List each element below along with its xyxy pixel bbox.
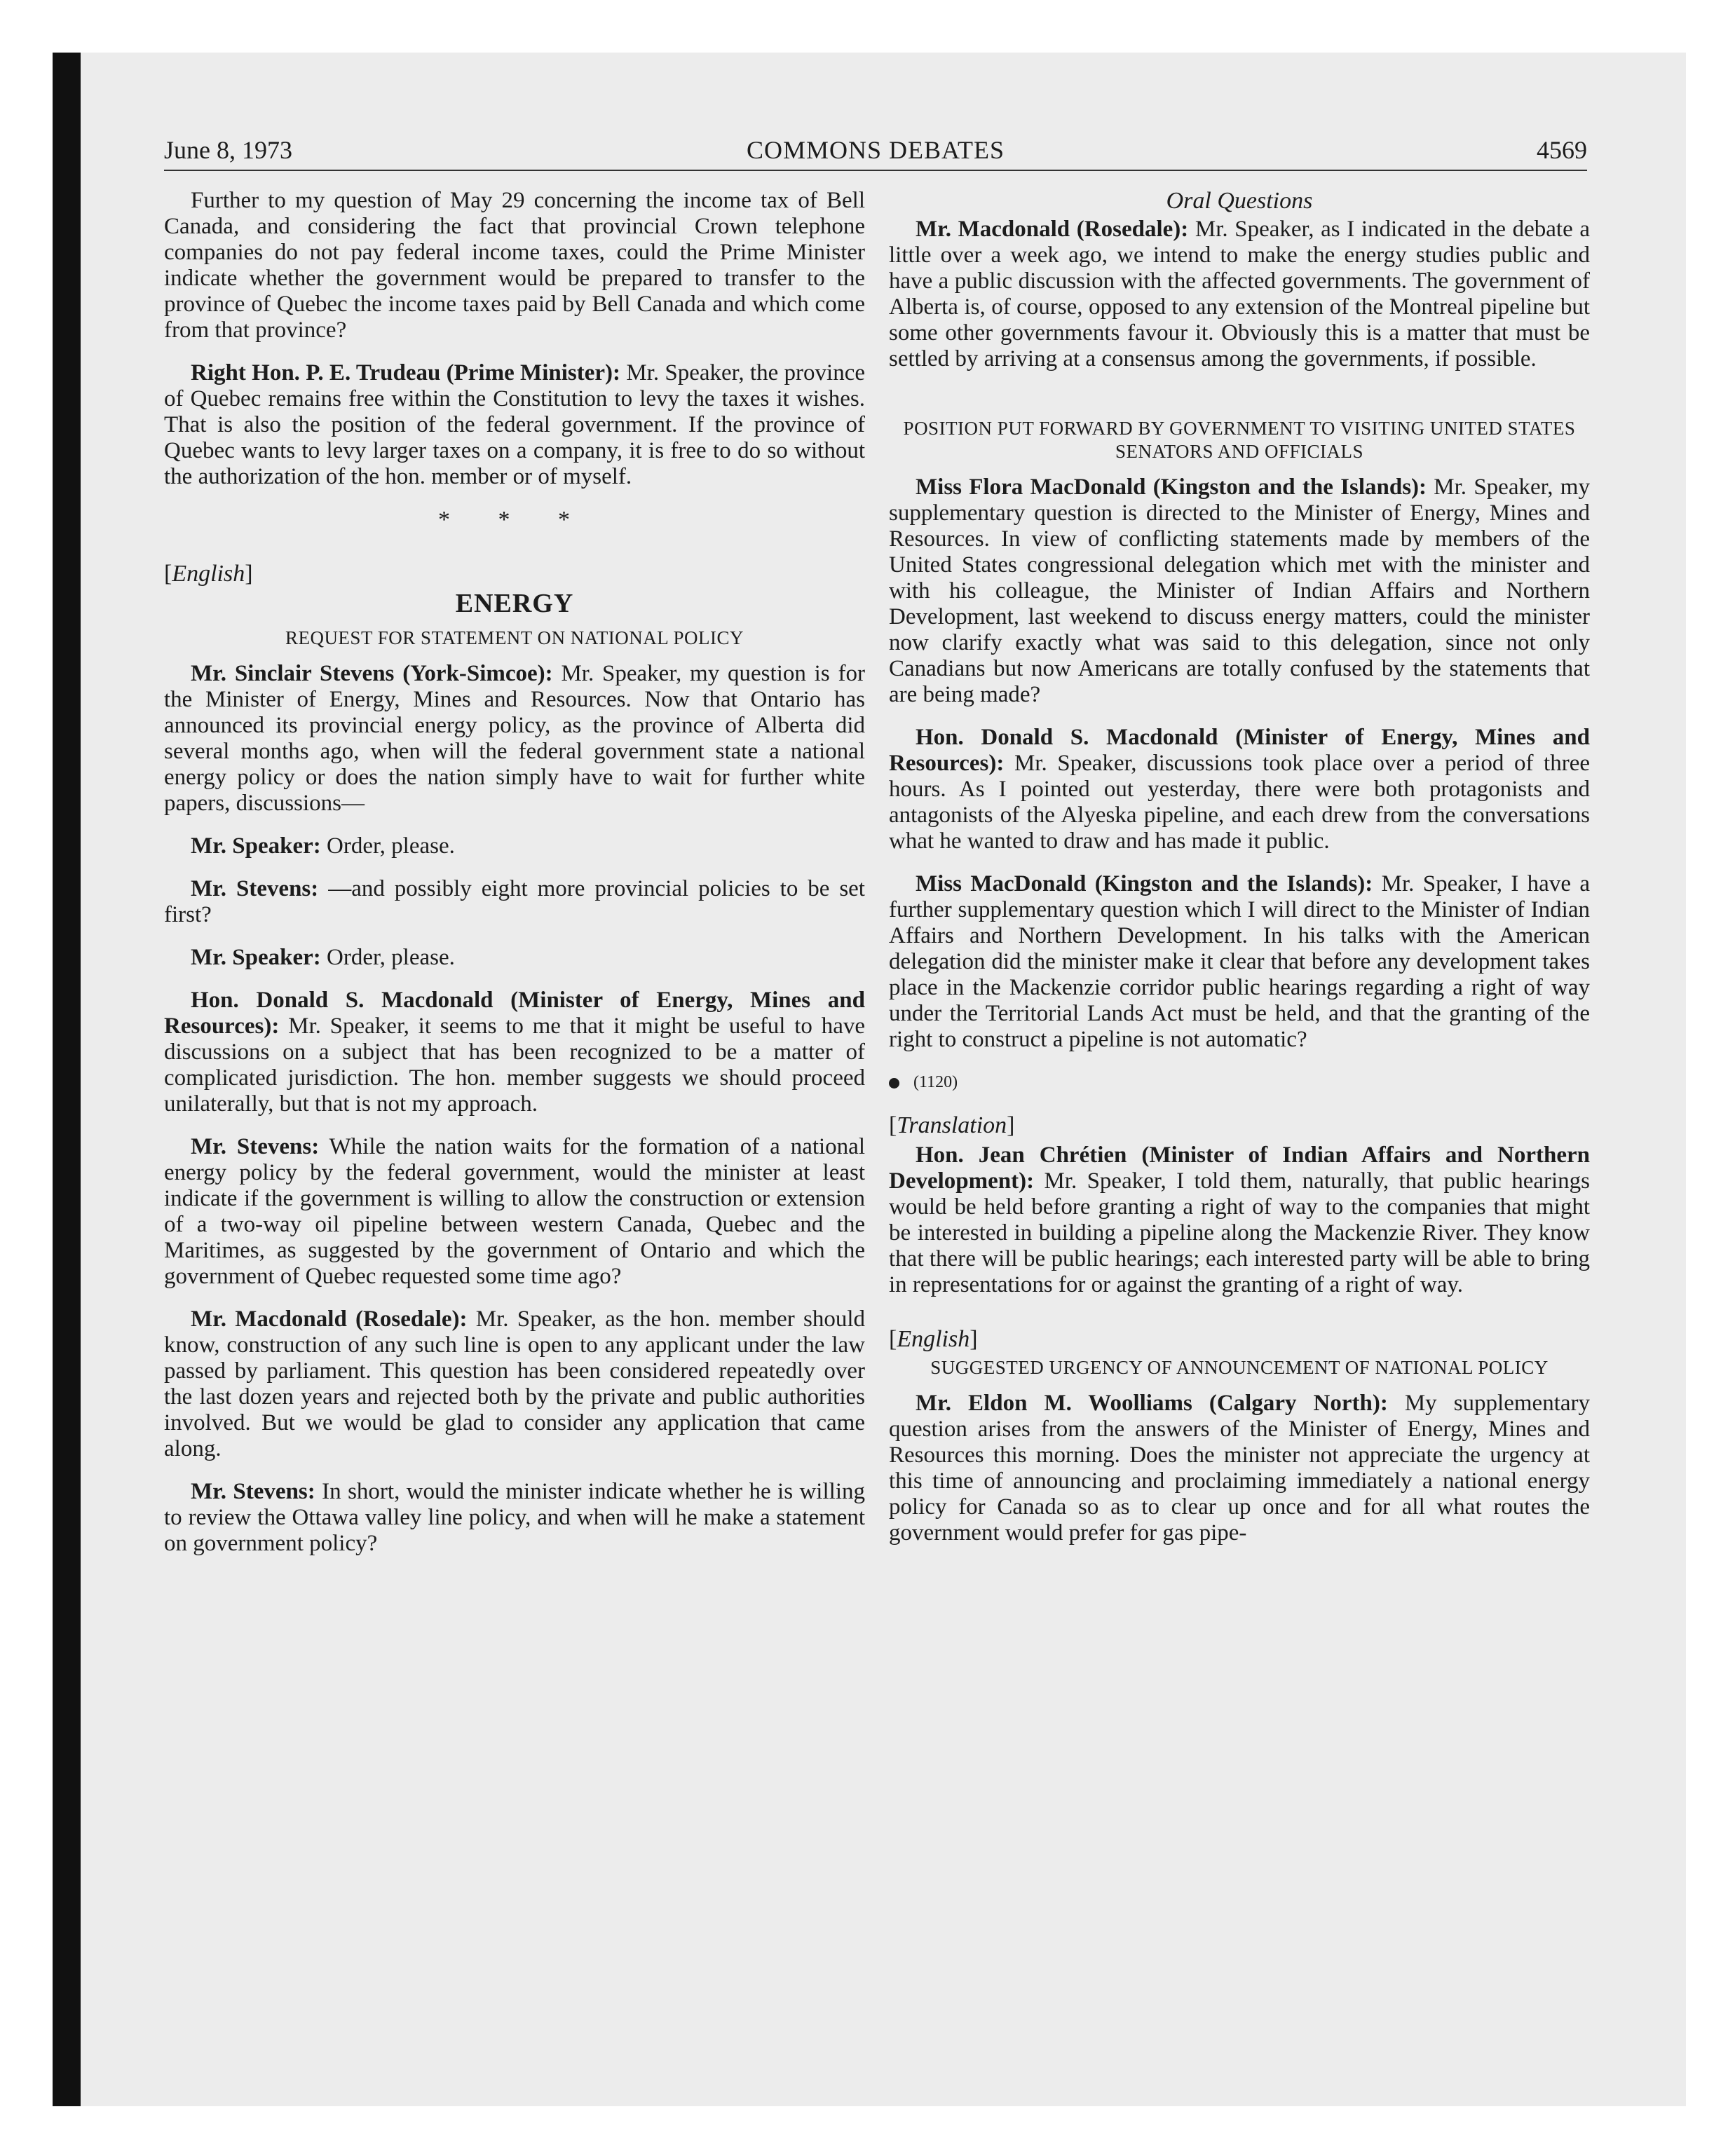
running-head: Oral Questions [1166,188,1313,214]
speaker-name: Right Hon. P. E. Trudeau (Prime Minister): [191,360,620,386]
paragraph [889,1391,1590,1546]
speech-text: Mr. Speaker, as the hon. member should know, construction of any such line is open to any applicant under the law passed by parliament. This question has been considered repeatedly over the last dozen years and rejected both by the private and public authorities involved. But we would be glad to consider any application that came along. [164,1306,865,1461]
speaker-name: Hon. Donald S. Macdonald (Minister of Energy, Mines and Resources): [889,725,1590,776]
subheading: SUGGESTED URGENCY OF ANNOUNCEMENT OF NATIONAL POLICY [930,1357,1549,1378]
paragraph: Further to my question of May 29 concerning the income tax of Bell Canada, and considering the fact that provincial Crown telephone companies do not pay federal income taxes, could the Prime Minister indicate whether the government would be prepared to transfer to the province of Quebec the income taxes paid by Bell Canada and which come from that province? [164,188,865,343]
speaker-name: Mr. Stevens: [191,876,319,901]
speaker-name: Mr. Eldon M. Woolliams (Calgary North): [916,1391,1388,1416]
paragraph [164,876,865,928]
subject-heading: ENERGY [455,589,574,618]
speaker-name: Mr. Stevens: [191,1134,320,1159]
paragraph [164,360,865,490]
paragraph [164,988,865,1117]
scan-edge-shadow [53,53,81,2106]
speaker-name: Mr. Speaker: [191,833,321,859]
paragraph [889,725,1590,854]
header-title: COMMONS DEBATES [746,136,1005,164]
speech-text: Mr. Speaker, my supplementary question is directed to the Minister of Energy, Mines and Resources. In view of conflicting statements made by members of the United States congressional delegation which met with the minister and with his colleague, the Minister of Indian Affairs and Northern Development, last weekend to discuss energy matters, could the minister now clarify exactly what was said to this delegation, since not only Canadians but now Americans are totally confused by the statements that are being made? [889,475,1590,707]
speaker-name: Mr. Sinclair Stevens (York-Simcoe): [191,661,553,686]
subheading: REQUEST FOR STATEMENT ON NATIONAL POLICY [285,627,744,648]
speaker-name: Mr. Macdonald (Rosedale): [191,1306,468,1332]
paragraph [164,661,865,817]
speech-text: Mr. Speaker, I have a further supplementary question which I will direct to the Minister of Indian Affairs and Northern Development. In his talks with the American delegation did the minister make it clear that before any development takes place in the Mackenzie corridor public hearings regarding a right of way under the Territorial Lands Act must be held, and that the granting of the right to construct a pipeline is not automatic? [889,871,1590,1052]
language-marker: [English] [889,1326,978,1352]
speaker-name: Miss MacDonald (Kingston and the Islands): [916,871,1373,896]
time-stamp: (1120) [913,1073,958,1091]
speech-text: Mr. Speaker, I told them, naturally, that public hearings would be held before granting a right of way to the companies that might be interested in building a pipeline along the Mackenzie River. They know that there will be public hearings; each interested party will be able to bring in representations for or against the granting of a right of way. [889,1168,1590,1297]
right-column [889,188,1590,1563]
time-marker [889,1070,1590,1096]
speech-text: Mr. Speaker, as I indicated in the debate a little over a week ago, we intend to make the energy studies public and have a public discussion with the affected governments. The government of Alberta is, of course, opposed to any extension of the Montreal pipeline but some other governments favour it. Obviously this is a matter that must be settled by arriving at a consensus among the governments, if possible. [889,217,1590,371]
header-page-number: 4569 [1537,136,1587,164]
paragraph [164,945,865,971]
paragraph [889,1142,1590,1298]
language-marker: [English] [164,561,253,587]
speaker-name: Hon. Jean Chrétien (Minister of Indian Affairs and Northern Development): [889,1142,1590,1194]
speech-text: Mr. Speaker, discussions took place over a period of three hours. As I pointed out yesterday, there were both protagonists and antagonists of the Alyeska pipeline, and each drew from the conversations what he wanted to draw and has made it public. [889,751,1590,854]
speech-text: Mr. Speaker, my question is for the Minister of Energy, Mines and Resources. Now that Ontario has announced its provincial energy policy, as the province of Alberta did several months ago, when will the federal government state a national energy policy or does the nation simply have to wait for further white papers, discussions— [164,661,865,816]
speaker-name: Mr. Stevens: [191,1479,315,1504]
paragraph [164,1134,865,1290]
speech-text: While the nation waits for the formation of a national energy policy by the federal government, would the minister at least indicate if the government is willing to allow the construction or extension of a two-way oil pipeline between western Canada, Quebec and the Maritimes, as suggested by the government of Ontario and which the government of Quebec requested some time ago? [164,1134,865,1289]
language-marker: [Translation] [889,1112,1015,1138]
paragraph [164,1479,865,1557]
paragraph [889,217,1590,372]
speech-text: —and possibly eight more provincial policies to be set first? [164,876,865,927]
bullet-icon [889,1078,899,1089]
page-header [164,135,1587,171]
speaker-name: Mr. Speaker: [191,945,321,970]
speaker-name: Miss Flora MacDonald (Kingston and the Islands): [916,475,1427,500]
speaker-name: Hon. Donald S. Macdonald (Minister of Energy, Mines and Resources): [164,988,865,1039]
speech-text: Order, please. [320,833,455,859]
section-separator: * * * [438,507,591,533]
speech-text: My supplementary question arises from the answers of the Minister of Energy, Mines and Resources this morning. Does the minister not appreciate the urgency at this time of announcing and proclaiming immediately a national energy policy for Canada so as to clear up once and for all what routes the government would prefer for gas pipe- [889,1391,1590,1546]
paragraph [889,871,1590,1053]
speech-text: Mr. Speaker, the province of Quebec remains free within the Constitution to levy the taxes it wishes. That is also the position of the federal government. If the province of Quebec wants to levy larger taxes on a company, it is free to do so without the authorization of the hon. member or of myself. [164,360,865,489]
paragraph [889,475,1590,708]
left-column [164,188,865,1574]
speech-text: Mr. Speaker, it seems to me that it might be useful to have discussions on a subject that has been recognized to be a matter of complicated jurisdiction. The hon. member suggests we should proceed unilaterally, but that is not my approach. [164,1014,865,1117]
subheading: POSITION PUT FORWARD BY GOVERNMENT TO VISITING UNITED STATES SENATORS AND OFFICIALS [903,418,1576,462]
paragraph [164,833,865,859]
paragraph [164,1306,865,1462]
speaker-name: Mr. Macdonald (Rosedale): [916,217,1189,242]
speech-text: Order, please. [320,945,455,970]
header-date: June 8, 1973 [164,136,292,164]
speech-text: In short, would the minister indicate whether he is willing to review the Ottawa valley line policy, and when will he make a statement on government policy? [164,1479,865,1556]
